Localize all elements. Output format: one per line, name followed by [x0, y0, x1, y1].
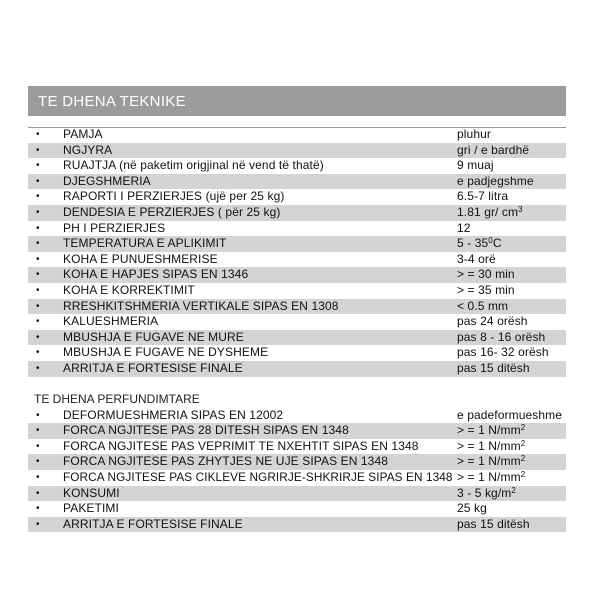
- value-superscript: 3: [518, 204, 523, 214]
- row-value-text: pas 15 ditësh: [457, 360, 530, 375]
- row-label: KOHA E KORREKTIMIT: [63, 282, 195, 297]
- row-value-text: > = 1 N/mm: [457, 438, 521, 453]
- row-label: MBUSHJA E FUGAVE NE MURE: [63, 329, 244, 344]
- value-superscript: 2: [520, 423, 526, 433]
- table-row: [28, 361, 566, 377]
- row-label: ARRITJA E FORTESISE FINALE: [63, 516, 243, 531]
- row-value-text: 6.5-7 litra: [457, 189, 509, 204]
- row-value: [457, 314, 528, 330]
- table-row: [28, 486, 566, 502]
- table-row: [28, 174, 566, 190]
- row-label: FORCA NGJITESE PAS 28 DITESH SIPAS EN 1348: [63, 423, 349, 438]
- bullet-icon: •: [36, 238, 40, 250]
- row-label: KALUESHMERIA: [63, 314, 159, 329]
- row-value-text: > = 30 min: [457, 267, 515, 282]
- bullet-icon: •: [36, 518, 40, 530]
- row-value-text: < 0.5 mm: [457, 298, 509, 313]
- table-row: [28, 299, 566, 315]
- row-value: [457, 501, 487, 517]
- bullet-icon: •: [36, 362, 40, 374]
- row-value: [457, 252, 496, 268]
- row-value-text: 3-4 orë: [457, 251, 496, 266]
- row-label: TEMPERATURA E APLIKIMIT: [63, 236, 227, 251]
- row-value-text: gri / e bardhë: [457, 142, 530, 157]
- table-row: [28, 189, 566, 205]
- row-value: [457, 283, 515, 299]
- row-value-text: > = 1 N/mm: [457, 423, 521, 438]
- row-value: [457, 205, 523, 221]
- bullet-icon: •: [36, 160, 40, 172]
- table-row: [28, 345, 566, 361]
- bullet-icon: •: [36, 222, 40, 234]
- row-value: [457, 143, 529, 159]
- row-value-text: pluhur: [457, 127, 491, 141]
- row-value: [457, 158, 494, 174]
- bullet-icon: •: [36, 191, 40, 203]
- table-row: [28, 143, 566, 159]
- row-label: DENDESIA E PERZIERJES ( për 25 kg): [63, 204, 281, 219]
- table-row: [28, 236, 566, 252]
- row-label: NGJYRA: [63, 142, 113, 157]
- row-value: [457, 174, 534, 190]
- bullet-icon: •: [36, 409, 40, 421]
- row-label: DEFORMUESHMERIA SIPAS EN 12002: [63, 407, 284, 422]
- bullet-icon: •: [36, 269, 40, 281]
- row-value-text: 1.81 gr/ cm: [457, 204, 519, 219]
- row-label: FORCA NGJITESE PAS VEPRIMIT TE NXEHTIT SIPAS EN 1348: [63, 438, 419, 453]
- row-label: MBUSHJA E FUGAVE NE DYSHEME: [63, 345, 269, 360]
- value-suffix: C: [492, 236, 502, 251]
- table-row: [28, 314, 566, 330]
- bullet-icon: •: [36, 144, 40, 156]
- bullet-icon: •: [36, 425, 40, 437]
- bullet-icon: •: [36, 487, 40, 499]
- bullet-icon: •: [36, 471, 40, 483]
- row-value-text: 12: [457, 220, 471, 235]
- table-row: [28, 454, 566, 470]
- row-value: [457, 423, 525, 439]
- row-value: [457, 189, 508, 205]
- row-value-text: > = 35 min: [457, 282, 515, 297]
- table-row: [28, 408, 566, 424]
- row-value-text: pas 15 ditësh: [457, 516, 530, 531]
- row-value: [457, 439, 525, 455]
- row-value: [457, 517, 530, 533]
- bullet-icon: •: [36, 503, 40, 515]
- section-header: [28, 86, 566, 116]
- final-section-title: TE DHENA PERFUNDIMTARE: [34, 392, 200, 406]
- row-value: [457, 408, 562, 424]
- table-row: [28, 423, 566, 439]
- table-row: [28, 158, 566, 174]
- table-row: [28, 501, 566, 517]
- table-row: [28, 470, 566, 486]
- value-superscript: 2: [520, 438, 526, 448]
- row-label: FORCA NGJITESE PAS CIKLEVE NGRIRJE-SHKRIRJE SIPAS EN 1348: [63, 469, 453, 484]
- table-row: [28, 221, 566, 237]
- bullet-icon: •: [36, 300, 40, 312]
- row-value: [457, 221, 471, 237]
- table-row: [28, 439, 566, 455]
- row-value: [457, 267, 515, 283]
- row-value-text: pas 8 - 16 orësh: [457, 329, 546, 344]
- row-label: RAPORTI I PERZIERJES (ujë per 25 kg): [63, 189, 285, 204]
- row-value: [457, 470, 525, 486]
- row-value: [457, 330, 545, 346]
- value-superscript: 2: [520, 454, 526, 464]
- row-value-text: pas 24 orësh: [457, 314, 528, 329]
- value-superscript: 2: [520, 469, 526, 479]
- table-row: [28, 252, 566, 268]
- row-label: ARRITJA E FORTESISE FINALE: [63, 360, 243, 375]
- bullet-icon: •: [36, 347, 40, 359]
- row-label: KOHA E PUNUESHMERISE: [63, 251, 218, 266]
- bullet-icon: •: [36, 331, 40, 343]
- value-superscript: 2: [511, 485, 516, 495]
- row-value-text: 25 kg: [457, 501, 487, 516]
- row-value: [457, 299, 508, 315]
- section-title: TE DHENA TEKNIKE: [38, 92, 186, 110]
- row-value: [457, 236, 502, 252]
- row-label: DJEGSHMERIA: [63, 173, 151, 188]
- bullet-icon: •: [36, 316, 40, 328]
- bullet-icon: •: [36, 206, 40, 218]
- technical-data-table: [28, 127, 566, 377]
- final-section-header: [28, 392, 566, 408]
- row-value-text: 5 - 35: [457, 236, 489, 251]
- row-value: [457, 361, 530, 377]
- row-value-text: 9 muaj: [457, 158, 494, 173]
- row-value-text: e padeformueshme: [457, 407, 562, 422]
- row-label: FORCA NGJITESE PAS ZHYTJES NE UJE SIPAS EN 1348: [63, 454, 389, 469]
- row-value: [457, 345, 549, 361]
- value-superscript: 0: [488, 236, 493, 246]
- table-row: [28, 127, 566, 143]
- bullet-icon: •: [36, 175, 40, 187]
- table-row: [28, 517, 566, 533]
- bullet-icon: •: [36, 456, 40, 468]
- row-value: [457, 486, 516, 502]
- bullet-icon: •: [36, 440, 40, 452]
- row-label: PAKETIMI: [63, 501, 119, 516]
- row-label: KONSUMI: [63, 485, 120, 500]
- table-row: [28, 267, 566, 283]
- row-value-text: > = 1 N/mm: [457, 469, 521, 484]
- table-row: [28, 330, 566, 346]
- row-label: RRESHKITSHMERIA VERTIKALE SIPAS EN 1308: [63, 298, 339, 313]
- table-row: [28, 205, 566, 221]
- bullet-icon: •: [36, 129, 40, 140]
- bullet-icon: •: [36, 253, 40, 265]
- row-value-text: e padjegshme: [457, 173, 534, 188]
- row-value-text: > = 1 N/mm: [457, 454, 521, 469]
- row-label: PAMJA: [63, 127, 103, 141]
- row-value-text: 3 - 5 kg/m: [457, 485, 512, 500]
- final-data-table: [28, 392, 566, 532]
- row-label: PH I PERZIERJES: [63, 220, 166, 235]
- row-value: [457, 127, 491, 143]
- row-value-text: pas 16- 32 orësh: [457, 345, 549, 360]
- table-row: [28, 283, 566, 299]
- row-value: [457, 454, 525, 470]
- bullet-icon: •: [36, 284, 40, 296]
- row-label: KOHA E HAPJES SIPAS EN 1346: [63, 267, 249, 282]
- row-label: RUAJTJA (në paketim origjinal në vend të thatë): [63, 158, 324, 173]
